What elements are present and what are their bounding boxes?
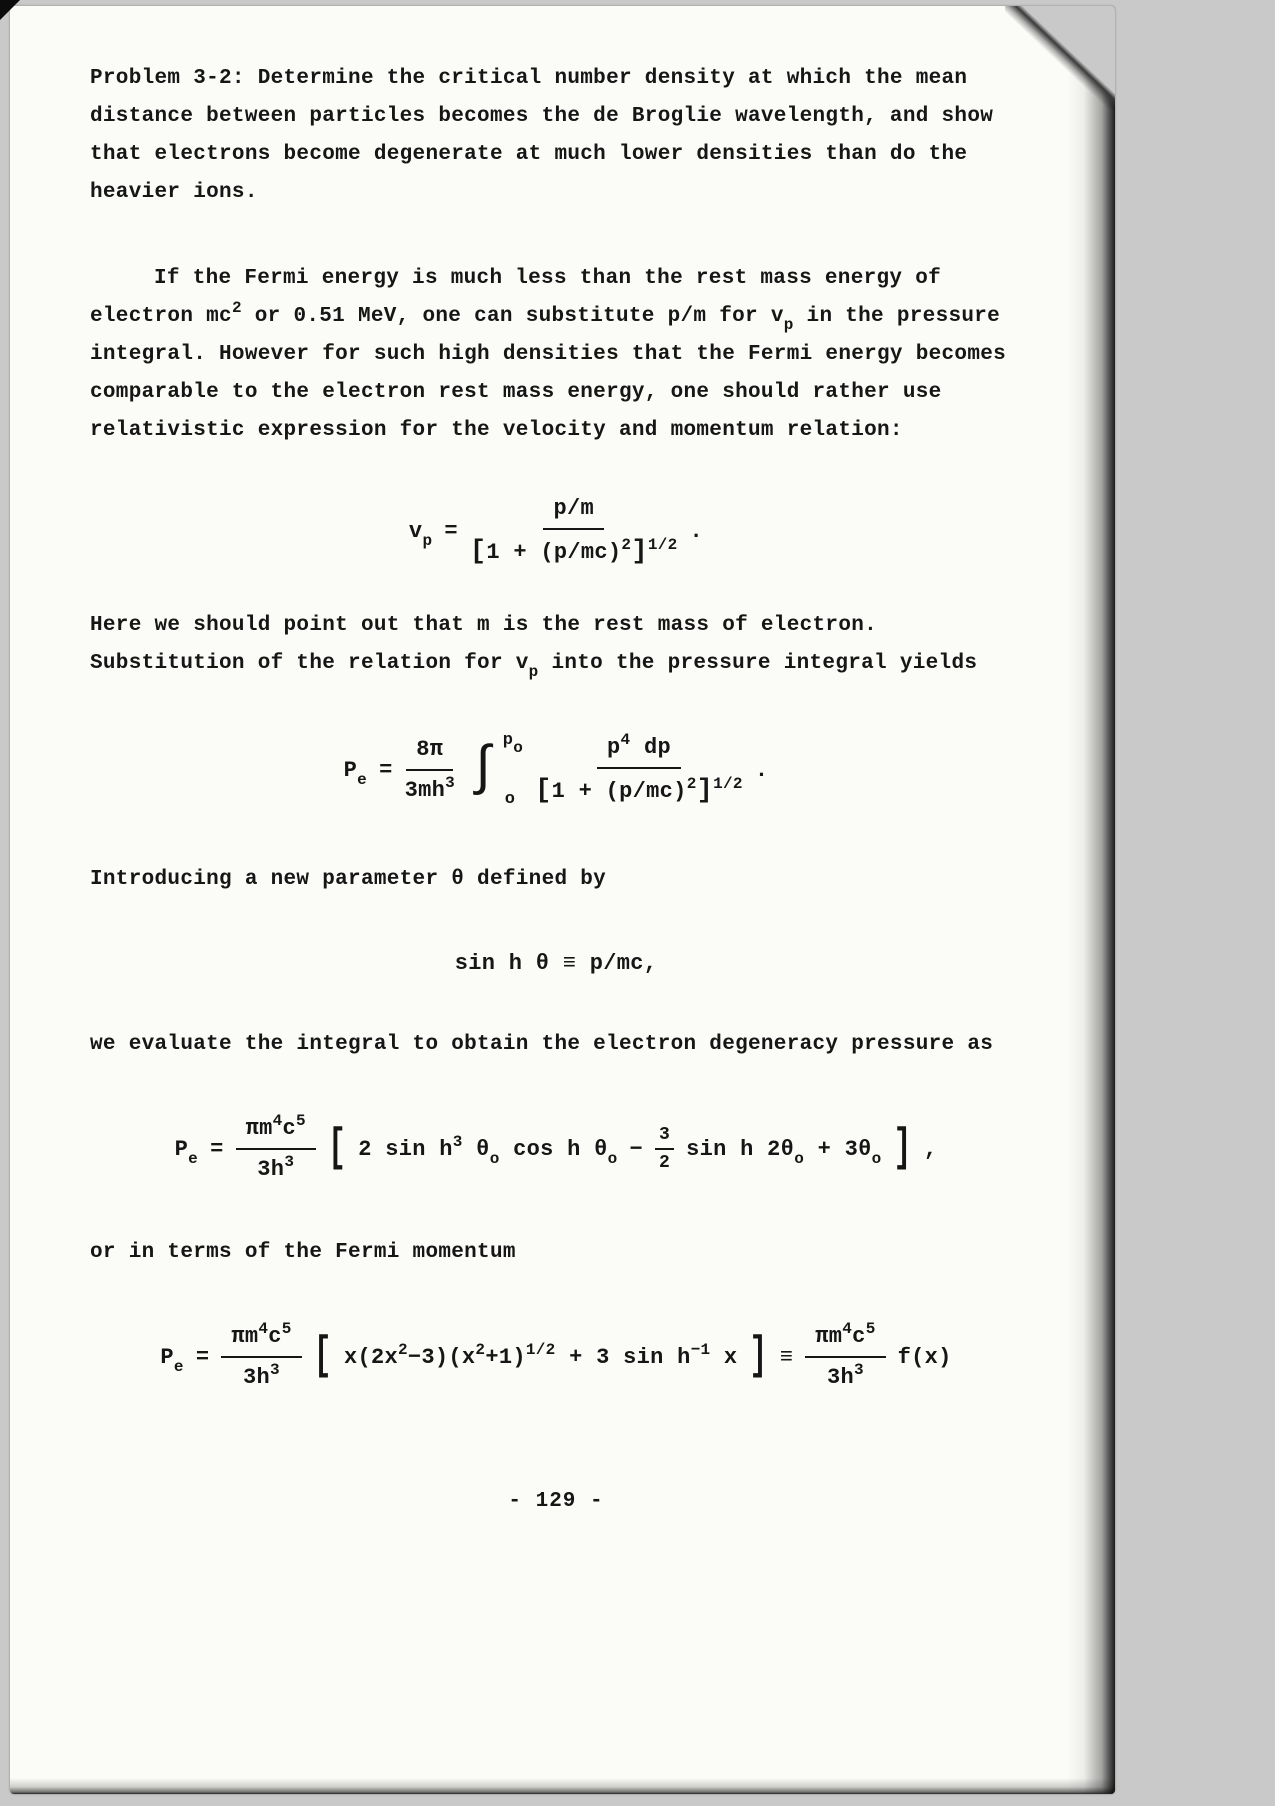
equation-degeneracy-pressure-theta [90, 1112, 1022, 1182]
numerator [655, 1125, 674, 1150]
denominator [257, 1150, 294, 1182]
integral [467, 731, 523, 809]
fraction [655, 1125, 674, 1173]
page-edge-right [1067, 6, 1115, 1794]
equation-pressure-integral [90, 731, 1022, 809]
text-run: 3mh [404, 778, 446, 803]
numerator [221, 1320, 301, 1358]
text-run: sin h 2θ [686, 1136, 795, 1162]
equation-degeneracy-pressure-x [90, 1320, 1022, 1390]
subscript: e [173, 1357, 184, 1376]
numerator [597, 730, 681, 769]
superscript: 3 [853, 1361, 864, 1379]
denominator [827, 1358, 864, 1390]
denominator [470, 530, 678, 567]
text-run: Problem 3-2: Determine the critical number density at which the mean distance between particles becomes the de Broglie wavelength, and show that electrons become degenerate at much lower densities than do the heavier ions. [90, 67, 994, 204]
exponent: 1/2 [713, 774, 743, 793]
superscript: 3 [452, 1132, 463, 1151]
paragraph-evaluate-integral [90, 1026, 1022, 1064]
subscript: p [528, 663, 539, 681]
subscript: o [794, 1149, 805, 1168]
text-run: p [502, 731, 514, 750]
denominator [659, 1150, 670, 1173]
eq-lhs [174, 1136, 199, 1168]
denominator [243, 1358, 280, 1390]
subscript: e [357, 770, 368, 789]
text-run: sin h θ ≡ p/mc, [454, 951, 658, 976]
text-run: c [282, 1116, 297, 1141]
equals-sign: = [444, 519, 458, 544]
text-run: θ [462, 1136, 490, 1162]
text-run: 8π [416, 737, 444, 762]
equals-sign: = [379, 757, 393, 783]
superscript: 5 [281, 1320, 292, 1338]
text-run: 3h [257, 1157, 285, 1182]
text-run: cos h θ [499, 1136, 608, 1162]
variable: P [343, 757, 358, 783]
superscript: 4 [272, 1112, 283, 1130]
equation-velocity-relation [90, 496, 1022, 567]
paragraph-new-parameter [90, 861, 1022, 899]
integral-sign: ∫ [467, 738, 500, 800]
integral-limits [503, 731, 523, 809]
subscript: o [513, 739, 524, 757]
superscript: 5 [865, 1320, 876, 1338]
text-run: + 3 sin h [555, 1344, 691, 1370]
text-run: 2 [659, 1153, 671, 1173]
equation-sinh-definition [90, 951, 1022, 976]
text-run: x [710, 1344, 738, 1370]
lower-limit: o [504, 790, 516, 809]
text-run: p/m [553, 496, 594, 521]
eq-lhs [408, 519, 433, 550]
text-run: πm [815, 1324, 843, 1349]
period: . [754, 757, 769, 783]
subscript: e [188, 1149, 199, 1168]
close-bracket: ] [749, 1330, 768, 1384]
subscript: p [422, 532, 433, 550]
text-run: If the Fermi energy is much less than the rest mass energy of electron mc [90, 267, 942, 328]
open-bracket: [ [469, 537, 487, 567]
fraction [805, 1320, 885, 1390]
subscript: o [489, 1149, 500, 1168]
page-content [90, 60, 1022, 1513]
superscript: 2 [621, 536, 632, 554]
text-run: 2 sin h [358, 1136, 453, 1162]
paragraph-rest-mass-note [90, 607, 1022, 683]
subscript: o [871, 1149, 882, 1168]
close-bracket: ] [696, 775, 714, 806]
bracket-term [358, 1132, 618, 1168]
text-run: c [268, 1324, 282, 1349]
eq-lhs [343, 757, 368, 789]
fraction [221, 1320, 301, 1390]
eq-lhs [160, 1344, 184, 1376]
page-corner-curl [1005, 6, 1115, 110]
paragraph-problem-statement [90, 60, 1022, 212]
superscript: 2 [475, 1340, 486, 1359]
text-run: or 0.51 MeV, one can substitute p/m for v [241, 305, 784, 328]
text-run: or in terms of the Fermi momentum [90, 1241, 516, 1264]
document-page [10, 6, 1115, 1794]
superscript: 3 [445, 774, 455, 792]
text-run: −3)(x [407, 1344, 476, 1370]
scan-corner-artifact [0, 0, 20, 20]
superscript: 2 [686, 774, 697, 793]
fraction [470, 496, 678, 567]
bracket-term [343, 1340, 738, 1370]
fraction [405, 737, 455, 803]
text-run: we evaluate the integral to obtain the electron degeneracy pressure as [90, 1033, 994, 1056]
close-bracket: ] [631, 537, 648, 567]
variable: P [160, 1344, 174, 1370]
upper-limit [502, 731, 524, 757]
text-run: x(2x [343, 1344, 398, 1370]
superscript: 3 [284, 1153, 295, 1171]
superscript: 4 [842, 1320, 853, 1338]
open-bracket: [ [313, 1330, 332, 1384]
superscript: 4 [258, 1320, 269, 1338]
exponent: 1/2 [647, 536, 678, 554]
open-bracket: [ [535, 775, 552, 806]
text-run: 3h [826, 1365, 854, 1390]
numerator [406, 737, 453, 771]
paragraph-fermi-energy [90, 260, 1022, 450]
subscript: o [607, 1149, 618, 1168]
text-run: dp [630, 734, 671, 760]
denominator [535, 769, 743, 806]
equals-sign: = [195, 1344, 210, 1370]
superscript: 2 [231, 299, 242, 317]
text-run: 3h [243, 1365, 271, 1390]
bracket-term [686, 1136, 882, 1168]
equals-sign: = [210, 1136, 224, 1162]
function-term: f(x) [897, 1344, 952, 1370]
text-run: + 3θ [804, 1136, 872, 1162]
numerator [805, 1320, 885, 1358]
text-run: πm [231, 1324, 259, 1349]
exponent: 1/2 [525, 1340, 556, 1359]
numerator [236, 1112, 316, 1150]
text-run: in the pressure integral. However for such high densities that the Fermi energy becomes comparable to the electron rest mass energy, one should rather use relativistic expression for the velocity and momentum relation: [90, 305, 1007, 442]
text-run: +1) [485, 1344, 526, 1370]
fraction [236, 1112, 316, 1182]
superscript: 3 [270, 1361, 280, 1379]
text-run: Here we should point out that m is the rest mass of electron. Substitution of the relation for v [90, 614, 878, 675]
text-run: πm [245, 1116, 273, 1141]
text-run: 1 + (p/mc) [551, 778, 687, 804]
text-run: 3 [659, 1125, 671, 1145]
text-run: c [852, 1324, 866, 1349]
close-bracket: ] [893, 1122, 912, 1176]
fraction [535, 730, 743, 806]
equiv-sign: ≡ [779, 1344, 794, 1370]
variable: v [408, 519, 423, 544]
superscript: 4 [620, 730, 631, 749]
open-bracket: [ [327, 1122, 347, 1176]
text-run: into the pressure integral yields [538, 652, 978, 675]
comma: , [923, 1136, 938, 1162]
variable: P [174, 1136, 189, 1162]
text-run: p [607, 734, 621, 760]
subscript: p [783, 316, 794, 334]
text-run: Introducing a new parameter θ defined by [90, 868, 607, 891]
minus-sign: − [629, 1136, 644, 1162]
superscript: −1 [690, 1340, 711, 1359]
denominator [405, 771, 455, 803]
paragraph-fermi-momentum [90, 1234, 1022, 1272]
numerator [543, 496, 604, 530]
page-edge-bottom [10, 1778, 1115, 1794]
period: . [689, 519, 704, 544]
superscript: 5 [296, 1112, 306, 1130]
superscript: 2 [398, 1340, 408, 1359]
page-number: - 129 - [508, 1490, 604, 1513]
text-run: 1 + (p/mc) [486, 540, 622, 565]
